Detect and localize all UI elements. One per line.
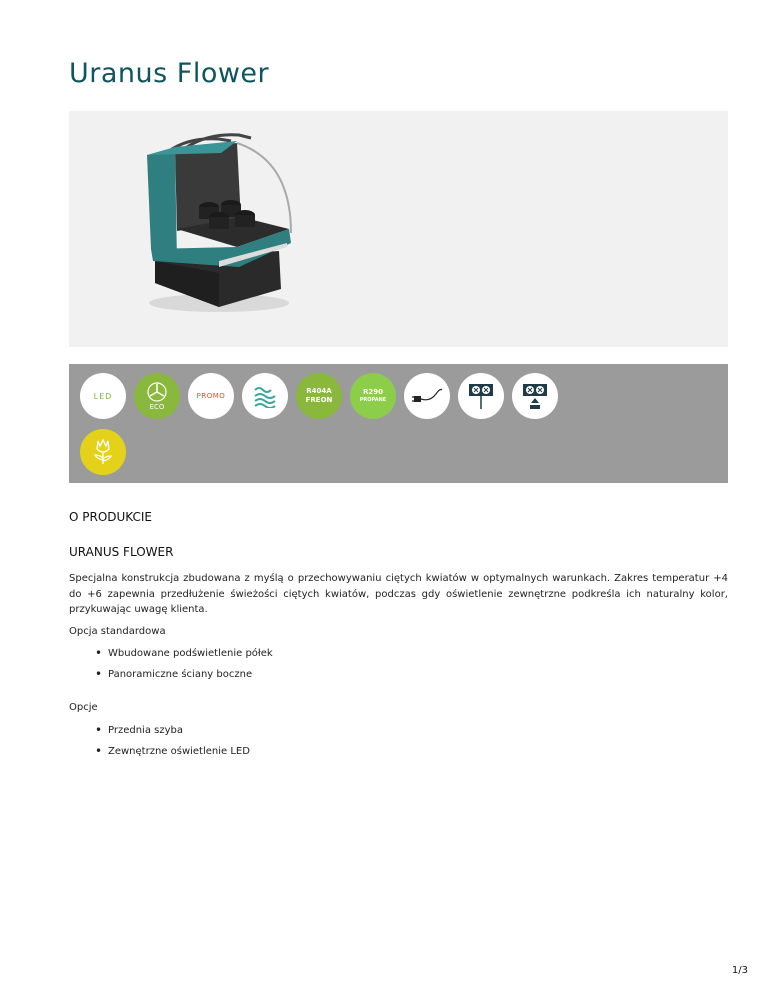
feature-badges — [69, 364, 728, 483]
standard-options-list — [95, 648, 273, 690]
plug-badge — [404, 373, 450, 419]
product-image-panel — [69, 111, 728, 347]
r404a-label: R404A — [306, 387, 332, 395]
list-item: • Panoramiczne ściany boczne — [95, 669, 273, 690]
plug-icon — [410, 384, 444, 408]
display-cabinet-image — [69, 111, 728, 347]
promo-label: PROMO — [196, 392, 226, 400]
propane-label: PROPANE — [359, 397, 387, 403]
remote-unit-arrow-icon — [520, 381, 550, 411]
freon-label: FREON — [305, 396, 333, 404]
led-label: LED — [93, 391, 113, 401]
flower-badge — [80, 429, 126, 475]
list-item: • Przednia szyba — [95, 725, 250, 746]
list-item: • Wbudowane podświetlenie półek — [95, 648, 273, 669]
r404a-freon-badge — [296, 373, 342, 419]
eco-fan-icon — [142, 381, 172, 403]
promo-badge — [188, 373, 234, 419]
remote-unit-icon — [466, 381, 496, 411]
eco-fan-badge — [134, 373, 180, 419]
about-heading: O PRODUKCIE — [69, 510, 153, 524]
r290-label: R290 — [362, 388, 383, 396]
page-title: Uranus Flower — [69, 58, 270, 89]
r290-propane-badge — [350, 373, 396, 419]
eco-label: ECO — [149, 402, 165, 411]
list-item: • Zewnętrzne oświetlenie LED — [95, 746, 250, 767]
flower-icon — [89, 437, 117, 467]
product-heading: URANUS FLOWER — [69, 545, 174, 559]
options-list — [95, 725, 250, 767]
standard-options-label: Opcja standardowa — [69, 626, 166, 637]
page-number: 1/3 — [731, 965, 748, 976]
options-label: Opcje — [69, 702, 98, 713]
remote-unit-badge — [458, 373, 504, 419]
waves-icon — [251, 384, 279, 408]
remote-unit-arrow-badge — [512, 373, 558, 419]
led-badge — [80, 373, 126, 419]
product-description: Specjalna konstrukcja zbudowana z myślą o przechowywaniu ciętych kwiatów w optymalnych warunkach. Zakres temperatur +4 do +6 zapewnia przedłużenie świeżości ciętych kwiatów, podczas gdy oświetlenie zewnętrzne podkreśla ich naturalny kolor, przykuwając uwagę klienta. — [69, 573, 728, 615]
waves-badge — [242, 373, 288, 419]
